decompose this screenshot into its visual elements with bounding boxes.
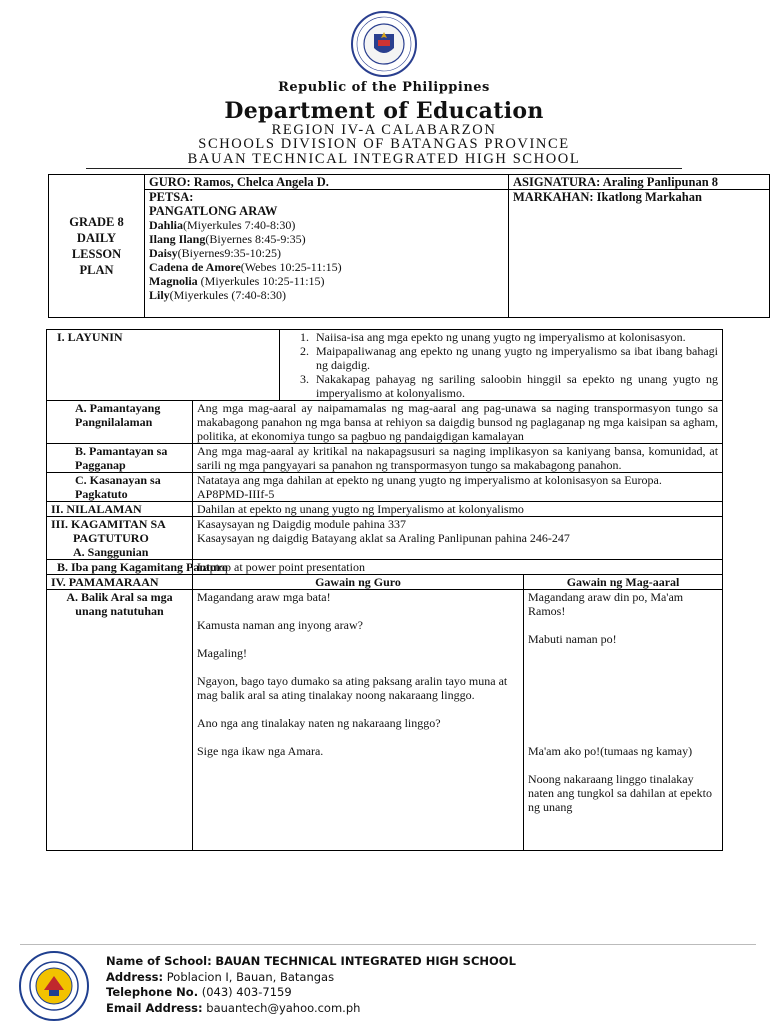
balik-aral-label: A. Balik Aral sa mga unang natutuhan <box>47 590 193 851</box>
section-daisy: Daisy(Biyernes9:35-10:25) <box>149 246 281 260</box>
section-cadena: Cadena de Amore(Webes 10:25-11:15) <box>149 260 342 274</box>
deped-seal <box>340 10 428 78</box>
objective-item: 1. Naiisa-isa ang mga epekto ng unang yugto ng imperyalismo at kolonisasyon. <box>312 330 718 344</box>
footer-phone: Telephone No. (043) 403-7159 <box>106 985 292 999</box>
footer-divider <box>20 944 756 945</box>
objectives-cell <box>280 330 723 401</box>
lesson-info-table <box>48 174 770 318</box>
kasanayan-cell <box>193 473 723 502</box>
teacher-name: GURO: Ramos, Chelca Angela D. <box>145 175 509 190</box>
section-dahlia: Dahlia(Miyerkules 7:40-8:30) <box>149 218 296 232</box>
pamantayang-pangnilalaman-text: Ang mga mag-aaral ay naipamamalas ng mag-aaral ang pag-unawa sa naging transpormasyon tungo sa makabagong panahon ng mga bansa at rehiyon sa daigdig bunsod ng paglaganap ng mga kaisipan sa agham, politika, at ekonomiya tungo sa pagbuo ng pandaigdigan kamalayan <box>193 401 723 444</box>
gawain-guro-header: Gawain ng Guro <box>193 575 524 590</box>
kagamitan-label: III. KAGAMITAN SA PAGTUTURO A. Sanggunian <box>47 517 193 560</box>
subject: ASIGNATURA: Araling Panlipunan 8 <box>509 175 770 190</box>
teacher-line: Ngayon, bago tayo dumako sa ating paksang aralin tayo muna at mag balik aral sa ating tinalakay noong nakaraang linggo. <box>197 674 508 702</box>
student-line: Noong nakaraang linggo tinalakay naten ang tungkol sa dahilan at epekto ng unang <box>528 772 712 814</box>
grade-label: GRADE 8 DAILY LESSON PLAN <box>49 175 145 318</box>
section-magnolia: Magnolia (Miyerkules 10:25-11:15) <box>149 274 325 288</box>
footer-info <box>106 954 516 1016</box>
school-logo <box>18 950 90 1022</box>
header-divider <box>86 168 682 169</box>
competency-code: AP8PMD-IIIf-5 <box>197 487 275 501</box>
gawain-magaaral-header: Gawain ng Mag-aaral <box>524 575 723 590</box>
sanggunian-cell <box>193 517 723 560</box>
kasanayan-text: Natataya ang mga dahilan at epekto ng unang yugto ng imperyalismo at kolonisasyon sa Europa. <box>197 473 662 487</box>
objective-item: 3. Nakakapag pahayag ng sariling saloobin hinggil sa epekto ng unang yugto ng imperyalismo at kolonyalismo. <box>312 372 718 400</box>
iba-pang-kagamitan-label: B. Iba pang Kagamitang Panturo <box>47 560 193 575</box>
section-ilang-ilang: Ilang Ilang(Biyernes 8:45-9:35) <box>149 232 306 246</box>
sanggunian-2: Kasaysayan ng daigdig Batayang aklat sa Araling Panlipunan pahina 246-247 <box>197 531 570 545</box>
teacher-line: Sige nga ikaw nga Amara. <box>197 744 324 758</box>
section-lily: Lily(Miyerkules (7:40-8:30) <box>149 288 286 302</box>
student-line: Ma'am ako po!(tumaas ng kamay) <box>528 744 693 758</box>
pamantayan-pagganap-label: B. Pamantayan sa Pagganap <box>47 444 193 473</box>
quarter: MARKAHAN: Ikatlong Markahan <box>509 190 770 318</box>
schedule-cell: PETSA: PANGATLONG ARAW Dahlia(Miyerkules 7:40-8:30) Ilang Ilang(Biyernes 8:45-9:35) Daisy(Biyernes9:35-10:25) Cadena de Amore(Webes 10:25-11:15) Magnolia (Miyerkules 10:25-11:15) Lily(Miyerkules (7:40-8:30) <box>145 190 509 318</box>
teacher-dialogue <box>193 590 524 851</box>
pamantayan-pagganap-text: Ang mga mag-aaral ay kritikal na nakapagsusuri sa naging implikasyon sa kaniyang bansa, komunidad, at sarili ng mga pangyayari sa panahon ng transpormasyon tungo sa makabagong panahon. <box>193 444 723 473</box>
student-dialogue <box>524 590 723 851</box>
footer-email: Email Address: bauantech@yahoo.com.ph <box>106 1000 361 1015</box>
teacher-line: Ano nga ang tinalakay naten ng nakaraang linggo? <box>197 716 441 730</box>
lesson-plan-table <box>46 329 723 851</box>
school-line: BAUAN TECHNICAL INTEGRATED HIGH SCHOOL <box>187 151 581 167</box>
teacher-line: Magandang araw mga bata! <box>197 590 331 604</box>
pamantayang-pangnilalaman-label: A. Pamantayang Pangnilalaman <box>47 401 193 444</box>
department-title: Department of Education <box>224 98 544 124</box>
student-line: Magandang araw din po, Ma'am Ramos! <box>528 590 684 618</box>
layunin-label: I. LAYUNIN <box>47 330 280 401</box>
teacher-line: Magaling! <box>197 646 247 660</box>
division-line: SCHOOLS DIVISION OF BATANGAS PROVINCE <box>198 136 570 152</box>
iba-pang-kagamitan-text: Laptop at power point presentation <box>193 560 723 575</box>
objective-item: 2. Maipapaliwanag ang epekto ng unang yugto ng imperyalismo sa ibat ibang bahagi ng daigdig. <box>312 344 718 372</box>
student-line: Mabuti naman po! <box>528 632 617 646</box>
kasanayan-label: C. Kasanayan sa Pagkatuto <box>47 473 193 502</box>
footer-school: Name of School: BAUAN TECHNICAL INTEGRATED HIGH SCHOOL <box>106 954 516 968</box>
nilalaman-label: II. NILALAMAN <box>47 502 193 517</box>
republic-line: Republic of the Philippines <box>278 80 490 95</box>
region-line: REGION IV-A CALABARZON <box>271 122 497 138</box>
nilalaman-text: Dahilan at epekto ng unang yugto ng Imperyalismo at kolonyalismo <box>193 502 723 517</box>
pamamaraan-label: IV. PAMAMARAAN <box>47 575 193 590</box>
footer-address: Address: Poblacion I, Bauan, Batangas <box>106 969 335 984</box>
sanggunian-1: Kasaysayan ng Daigdig module pahina 337 <box>197 517 406 531</box>
teacher-line: Kamusta naman ang inyong araw? <box>197 618 363 632</box>
